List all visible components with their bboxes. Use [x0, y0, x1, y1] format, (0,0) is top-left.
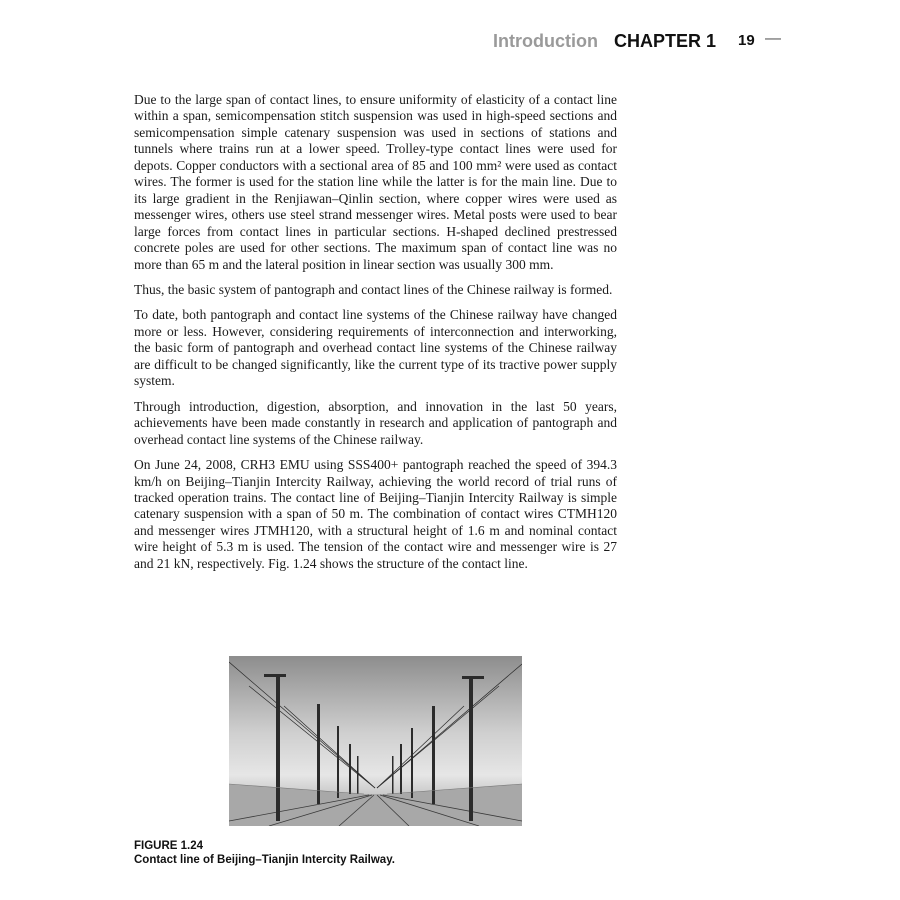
paragraph-4: Through introduction, digestion, absorption, and innovation in the last 50 years, achievements have been made constantly in research and application of pantograph and overhead contact line systems of the Chinese railway.	[134, 398, 617, 447]
paragraph-5: On June 24, 2008, CRH3 EMU using SSS400+ pantograph reached the speed of 394.3 km/h on Beijing–Tianjin Intercity Railway, achieving the world record of trial runs of tracked operation trains. The contact line of Beijing–Tianjin Intercity Railway is simple catenary suspension with a span of 50 m. The combination of contact wires CTMH120 and messenger wires JTMH120, with a structural height of 1.6 m and nominal contact wire height of 5.3 m is used. The tension of the contact wire and messenger wire is 27 and 21 kN, respectively. Fig. 1.24 shows the structure of the contact line.	[134, 457, 617, 571]
paragraph-1: Due to the large span of contact lines, to ensure uniformity of elasticity of a contact line within a span, semicompensation stitch suspension was used in high-speed sections and semicompensation simple catenary suspension was used in sections of stations and tunnels where trains run at a lower speed. Trolley-type contact lines were used for depots. Copper conductors with a sectional area of 85 and 100 mm² were used as contact wires. The former is used for the station line while the latter is for the main line. Due to its large gradient in the Renjiawan–Qinlin section, where copper wires were used as messenger wires, others use steel strand messenger wires. Metal posts were used to bear large forces from contact lines in particular sections. H-shaped declined prestressed concrete poles are used for other sections. The maximum span of contact line was no more than 65 m and the lateral position in linear section was usually 300 mm.	[134, 92, 617, 272]
header-dash: —	[765, 30, 781, 47]
header-chapter: CHAPTER 1	[614, 31, 717, 51]
page-number: 19	[738, 32, 755, 49]
body-text	[134, 92, 617, 581]
figure-caption	[134, 839, 395, 867]
figure-caption-text: Contact line of Beijing–Tianjin Intercity Railway.	[134, 854, 395, 866]
running-header	[0, 31, 900, 55]
railway-photo	[229, 656, 522, 826]
paragraph-2: Thus, the basic system of pantograph and contact lines of the Chinese railway is formed.	[134, 281, 613, 297]
figure-photo-contact-line	[229, 656, 522, 826]
header-section-title: Introduction	[493, 31, 598, 51]
paragraph-3: To date, both pantograph and contact line systems of the Chinese railway have changed more or less. However, considering requirements of interconnection and interworking, the basic form of pantograph and overhead contact line systems of the Chinese railway are difficult to be changed significantly, like the current type of its tractive power supply system.	[134, 307, 617, 389]
figure-label: FIGURE 1.24	[134, 840, 204, 852]
